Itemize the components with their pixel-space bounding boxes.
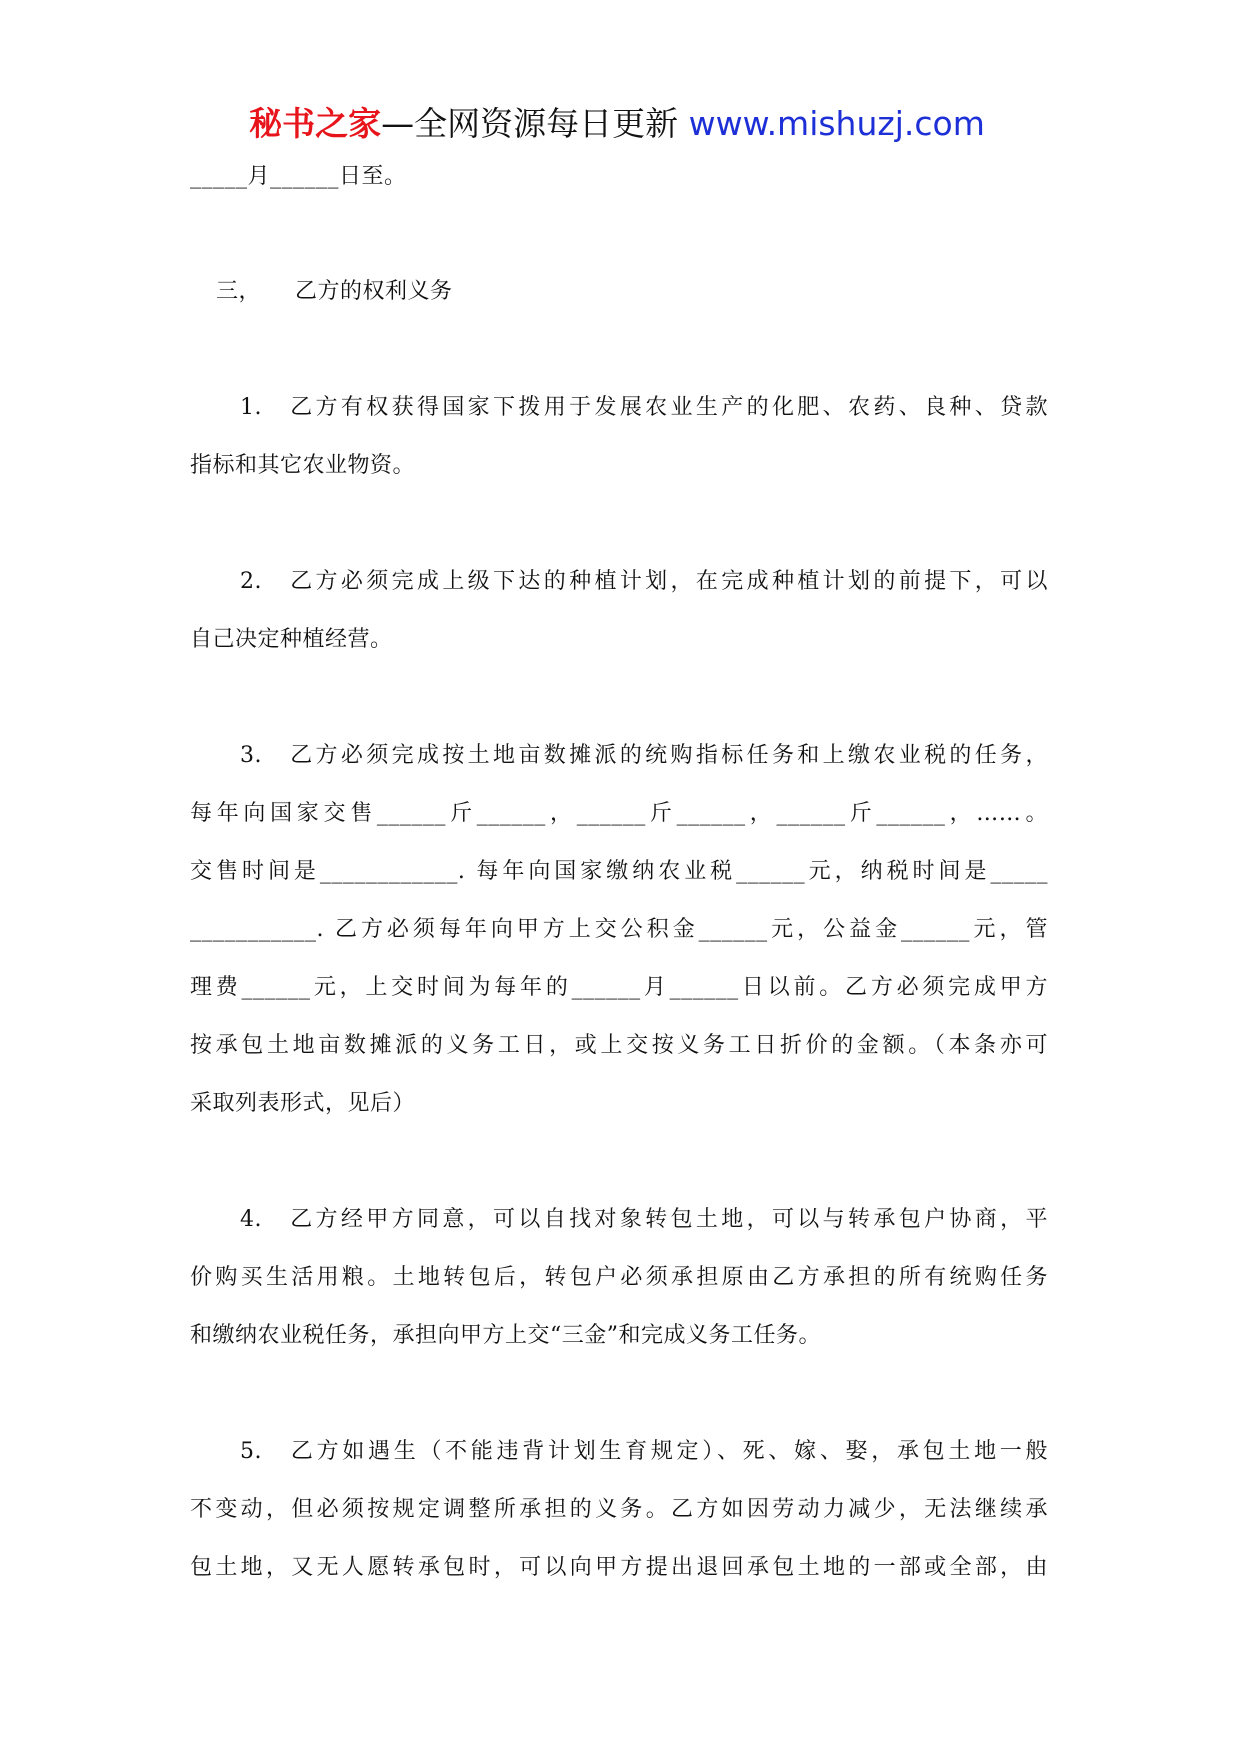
list-item <box>190 1191 1048 1365</box>
list-item <box>190 727 1048 1133</box>
document-body <box>190 148 1048 1597</box>
paragraph-line: 采取列表形式，见后） <box>190 1091 416 1116</box>
paragraph-line: 交售时间是____________. 每年向国家缴纳农业税______元，纳税时间是_____ <box>190 859 1048 884</box>
paragraph-line: 指标和其它农业物资。 <box>190 453 416 478</box>
paragraph-line: 理费______元，上交时间为每年的______月______日以前。乙方必须完成甲方 <box>190 975 1048 1000</box>
paragraph-line: 包土地，又无人愿转承包时，可以向甲方提出退回承包土地的一部或全部，由 <box>190 1555 1048 1580</box>
brand-name: 秘书之家 <box>249 104 382 143</box>
paragraph-line: 自己决定种植经营。 <box>190 627 393 652</box>
section-heading: 三， 乙方的权利义务 <box>216 279 453 304</box>
paragraph-line: 1. 乙方有权获得国家下拨用于发展农业生产的化肥、农药、良种、贷款 <box>240 395 1048 420</box>
list-item <box>190 553 1048 669</box>
paragraph-line: 和缴纳农业税任务，承担向甲方上交“三金”和完成义务工任务。 <box>190 1323 821 1348</box>
page-header <box>0 104 1234 144</box>
header-url-link[interactable]: www.mishuzj.com <box>688 104 985 143</box>
list-item <box>190 379 1048 495</box>
paragraph-line: 价购买生活用粮。土地转包后，转包户必须承担原由乙方承担的所有统购任务 <box>190 1265 1048 1290</box>
paragraph-line: 不变动，但必须按规定调整所承担的义务。乙方如因劳动力减少，无法继续承 <box>190 1497 1048 1522</box>
intro-line: _____月______日至。 <box>190 164 407 189</box>
header-tagline: —全网资源每日更新 <box>381 104 679 143</box>
paragraph-line: ___________. 乙方必须每年向甲方上交公积金______元，公益金______元，管 <box>190 917 1048 942</box>
paragraph-line: 每年向国家交售______斤______，______斤______，______斤______，……。 <box>190 801 1048 826</box>
paragraph-line: 3. 乙方必须完成按土地亩数摊派的统购指标任务和上缴农业税的任务， <box>240 743 1048 768</box>
paragraph-line: 5. 乙方如遇生（不能违背计划生育规定）、死、嫁、娶，承包土地一般 <box>240 1439 1048 1464</box>
paragraph-line: 4. 乙方经甲方同意，可以自找对象转包土地，可以与转承包户协商，平 <box>240 1207 1048 1232</box>
paragraph-line: 按承包土地亩数摊派的义务工日，或上交按义务工日折价的金额。（本条亦可 <box>190 1033 1048 1058</box>
list-item <box>190 1423 1048 1597</box>
paragraph-line: 2. 乙方必须完成上级下达的种植计划，在完成种植计划的前提下，可以 <box>240 569 1048 594</box>
